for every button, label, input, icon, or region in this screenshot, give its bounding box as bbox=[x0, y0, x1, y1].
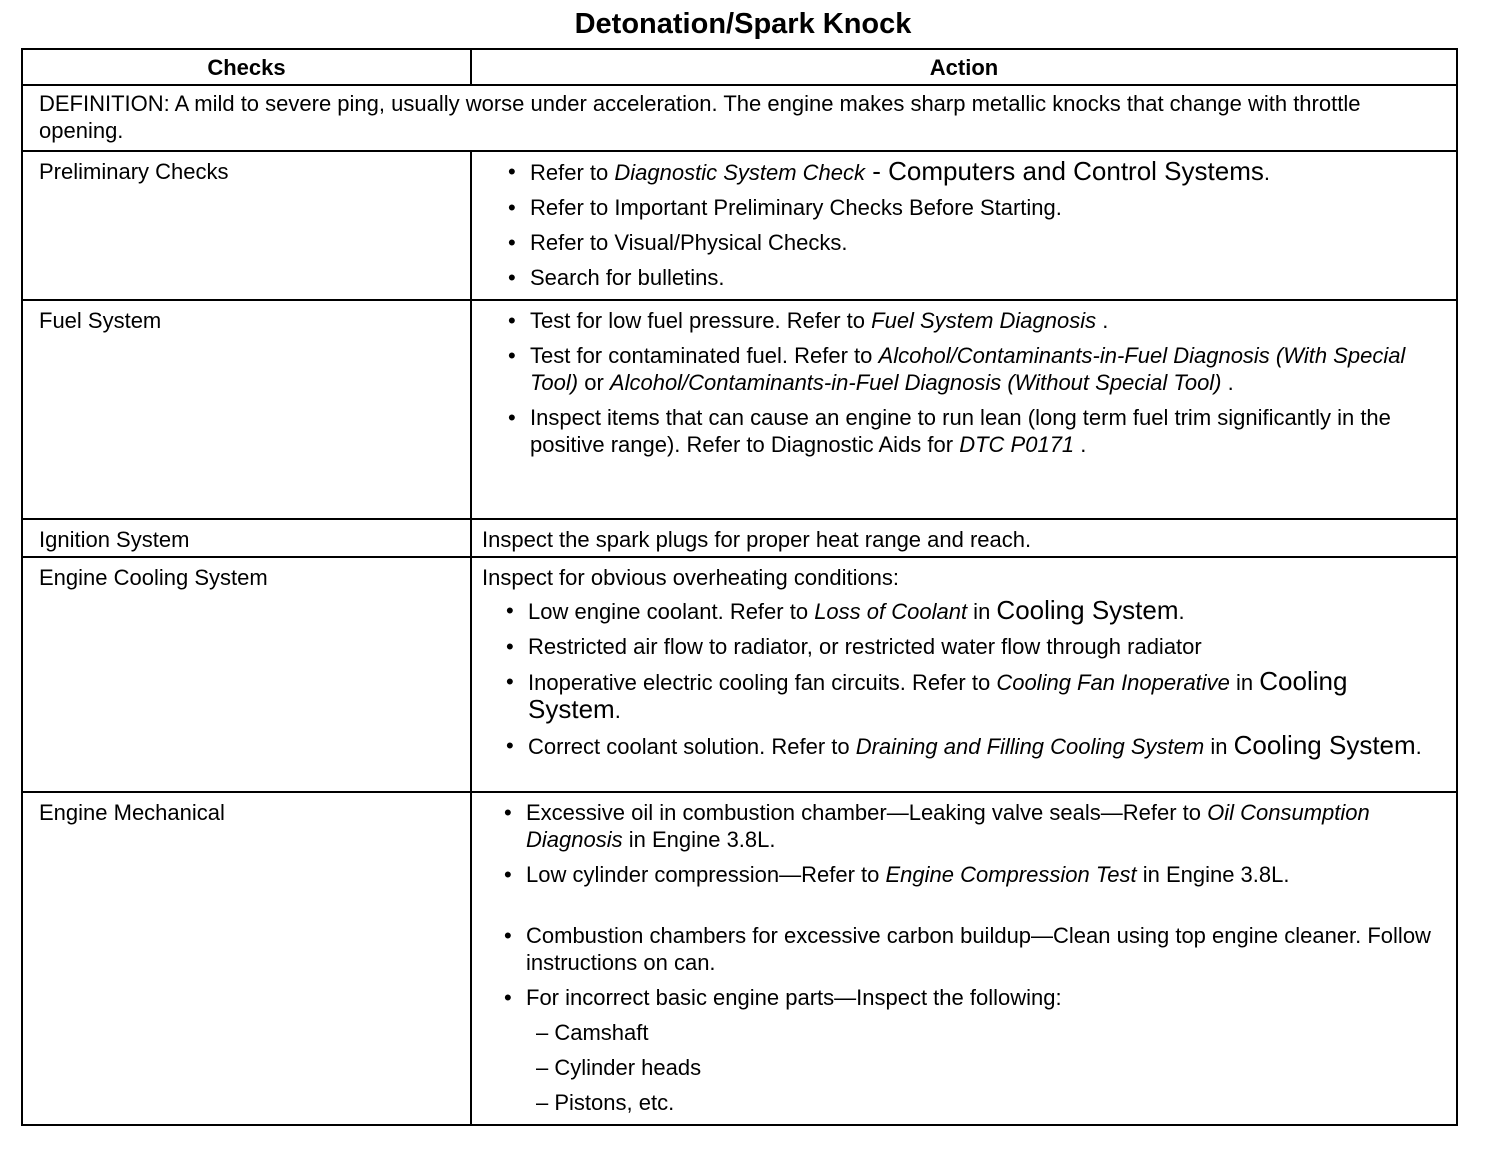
list-item: • Excessive oil in combustion chamber—Leaking valve seals—Refer to Oil Consumption Diagnosis in Engine 3.8L. bbox=[504, 799, 1444, 853]
definition-row bbox=[22, 85, 1457, 151]
list-item: • Correct coolant solution. Refer to Draining and Filling Cooling System in Cooling System. bbox=[506, 732, 1444, 760]
reference-link: Fuel System Diagnosis bbox=[871, 308, 1097, 333]
list-item: • For incorrect basic engine parts—Inspect the following: – Camshaft – Cylinder heads – Pistons, etc. bbox=[504, 984, 1444, 1116]
sub-list-item: – Cylinder heads bbox=[536, 1055, 702, 1080]
check-label: Ignition System bbox=[22, 519, 471, 557]
list-item: • Search for bulletins. bbox=[508, 264, 1444, 291]
action-text: Inspect the spark plugs for proper heat range and reach. bbox=[471, 519, 1457, 557]
action-cell bbox=[471, 151, 1457, 300]
table-row bbox=[22, 151, 1457, 300]
list-item: • Combustion chambers for excessive carbon buildup—Clean using top engine cleaner. Follow instructions on can. bbox=[504, 922, 1444, 976]
list-item: • Test for contaminated fuel. Refer to Alcohol/Contaminants-in-Fuel Diagnosis (With Special Tool) or Alcohol/Contaminants-in-Fuel Diagnosis (Without Special Tool) . bbox=[508, 342, 1444, 396]
reference-link: Computers and Control Systems bbox=[888, 156, 1264, 186]
action-cell bbox=[471, 557, 1457, 792]
reference-link: Cooling System bbox=[1233, 730, 1416, 760]
check-label: Engine Mechanical bbox=[22, 792, 471, 1125]
table-row bbox=[22, 792, 1457, 1125]
diagnosis-table bbox=[21, 48, 1458, 1126]
checks-header: Checks bbox=[22, 49, 471, 85]
list-item: • Refer to Visual/Physical Checks. bbox=[508, 229, 1444, 256]
list-item: • Inoperative electric cooling fan circuits. Refer to Cooling Fan Inoperative in Cooling System. bbox=[506, 668, 1444, 724]
header-row bbox=[22, 49, 1457, 85]
reference-link: Alcohol/Contaminants-in-Fuel Diagnosis (Without Special Tool) bbox=[609, 370, 1222, 395]
sub-list-item: – Pistons, etc. bbox=[536, 1090, 675, 1115]
check-label: Fuel System bbox=[22, 300, 471, 519]
reference-link: Loss of Coolant bbox=[814, 599, 968, 624]
table-row bbox=[22, 557, 1457, 792]
table-row bbox=[22, 519, 1457, 557]
page-title: Detonation/Spark Knock bbox=[574, 8, 912, 40]
reference-link: Alcohol/Contaminants-in-Fuel Diagnosis (With Special Tool) bbox=[530, 343, 1406, 395]
action-intro: Inspect for obvious overheating conditions: bbox=[482, 565, 900, 590]
reference-link: Cooling System bbox=[528, 666, 1348, 724]
list-item: • Inspect items that can cause an engine to run lean (long term fuel trim significantly in the positive range). Refer to Diagnostic Aids for DTC P0171 . bbox=[508, 404, 1444, 458]
list-item: • Test for low fuel pressure. Refer to Fuel System Diagnosis . bbox=[508, 307, 1444, 334]
action-header: Action bbox=[471, 49, 1457, 85]
check-label: Preliminary Checks bbox=[22, 151, 471, 300]
table-row bbox=[22, 300, 1457, 519]
list-item: • Restricted air flow to radiator, or restricted water flow through radiator bbox=[506, 633, 1444, 660]
action-cell bbox=[471, 300, 1457, 519]
check-label: Engine Cooling System bbox=[22, 557, 471, 792]
action-cell bbox=[471, 792, 1457, 1125]
reference-link: Draining and Filling Cooling System bbox=[855, 734, 1205, 759]
definition-text: DEFINITION: A mild to severe ping, usually worse under acceleration. The engine makes sharp metallic knocks that change with throttle opening. bbox=[22, 85, 1457, 151]
list-item: • Low engine coolant. Refer to Loss of Coolant in Cooling System. bbox=[506, 597, 1444, 625]
list-item: • Low cylinder compression—Refer to Engine Compression Test in Engine 3.8L. bbox=[504, 861, 1444, 888]
reference-link: Diagnostic System Check bbox=[614, 160, 866, 185]
reference-link: Cooling System bbox=[996, 595, 1179, 625]
reference-link: Engine Compression Test bbox=[885, 862, 1137, 887]
list-item: • Refer to Important Preliminary Checks Before Starting. bbox=[508, 194, 1444, 221]
sub-list-item: – Camshaft bbox=[536, 1020, 649, 1045]
reference-link: Oil Consumption Diagnosis bbox=[526, 800, 1370, 852]
list-item: • Refer to Diagnostic System Check - Computers and Control Systems. bbox=[508, 158, 1444, 186]
reference-link: DTC P0171 bbox=[959, 432, 1075, 457]
reference-link: Cooling Fan Inoperative bbox=[996, 670, 1230, 695]
sub-list bbox=[526, 1019, 1444, 1116]
